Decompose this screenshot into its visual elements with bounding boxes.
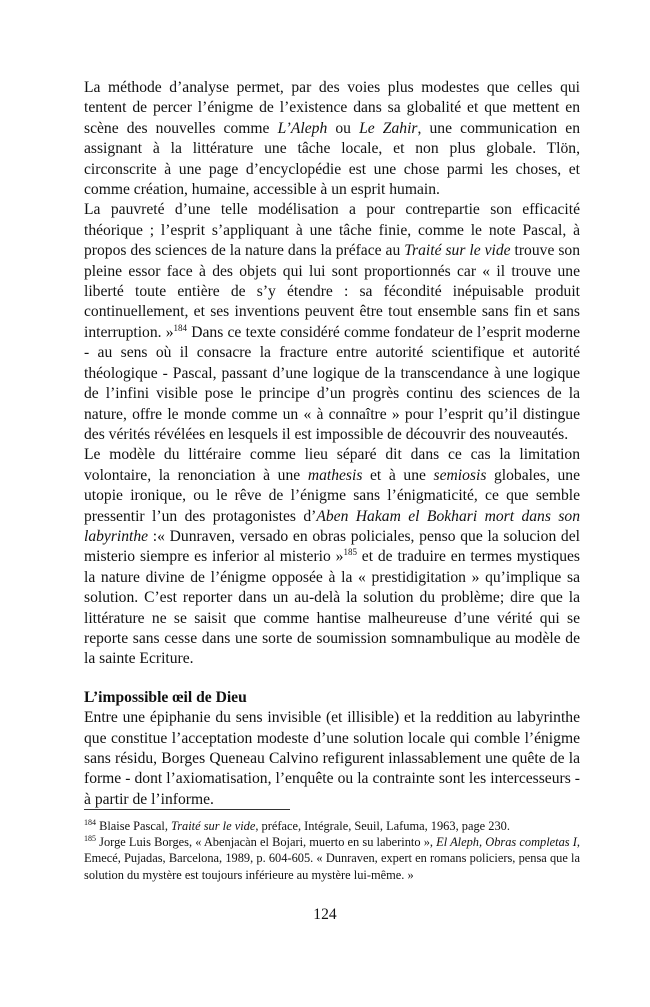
italic-text: Traité sur le vide: [404, 242, 511, 260]
text-run: , préface, Intégrale, Seuil, Lafuma, 1963, page 230.: [255, 819, 510, 833]
italic-text: Aben Hakam el Bokhari mort dans son labyrinthe: [84, 507, 580, 545]
footnote-ref: 184: [84, 818, 96, 827]
italic-text: semiosis: [433, 466, 487, 484]
text-run: ou: [327, 119, 360, 137]
paragraph: [84, 200, 580, 445]
text-run: Dans ce texte considéré comme fondateur de l’esprit moderne - au sens où il consacre la fracture entre autorité scientifique et autorité théologique - Pascal, passant d’une logique de la transcendance à une logique de l’infini visible pose le principe d’un progrès continu des sciences de la nature, offre le monde comme un « à connaître » pour l’esprit qu’il distingue des vérités révélées en lesquels il est impossible de découvrir des nouveautés.: [84, 323, 580, 443]
italic-text: Le Zahir: [359, 119, 418, 137]
footnote-ref: 184: [173, 322, 188, 333]
closing-paragraph: Entre une épiphanie du sens invisible (et illisible) et la reddition au labyrinthe que constitue l’acceptation modeste d’une solution locale qui comble l’énigme sans résidu, Borges Queneau Calvino refigurent inlassablement une quête de la forme - dont l’axiomatisation, l’enquête ou la contrainte sont les intercesseurs - à partir de l’informe.: [84, 709, 580, 808]
text-run: et à une: [362, 466, 434, 484]
text-run: Le modèle du littéraire comme lieu séparé dit dans ce cas la limitation volontaire, la renonciation à une: [84, 446, 580, 484]
italic-text: El Aleph, Obras completas I: [436, 835, 577, 850]
text-run: , Emecé, Pujadas, Barcelona, 1989, p. 604-605. « Dunraven, expert en romans policiers, pensa que la solution du mystère est toujours inférieure au mystère lui-même. »: [84, 835, 581, 882]
footnote-ref: 185: [84, 834, 96, 844]
italic-text: Traité sur le vide: [171, 819, 256, 833]
footnote: [84, 818, 580, 834]
text-run: :« Dunraven, versado en obras policiales, penso que la solucion del misterio siempre es inferior al misterio »: [84, 527, 580, 566]
paragraph: [84, 445, 580, 669]
text-run: Jorge Luis Borges, « Abenjacàn el Bojari, muerto en su laberinto »,: [96, 835, 437, 850]
italic-text: mathesis: [307, 466, 363, 484]
page-number: 124: [313, 906, 337, 923]
footnotes: [84, 818, 580, 883]
footnote-separator: [84, 809, 290, 810]
text-run: et de traduire en termes mystiques la nature divine de l’énigme opposée à la « prestidigitation » qu’implique sa solution. C’est reporter dans un au-delà la solution du problème; dire que la littérature ne se saisit que comme hantise malheureuse d’une vérité qui se reporte sans cesse dans une sorte de soumission somnambulique au modèle de la sainte Ecriture.: [84, 548, 580, 668]
footnote: [84, 834, 580, 883]
text-run: trouve son pleine essor face à des objets qui lui sont proportionnés car « il trouve une liberté toute entière de s’y étendre : sa fécondité inépuisable produit continuellement, et ses inventions peuvent être tout ensemble sans fin et sans interruption. »: [84, 242, 580, 341]
text-run: globales, une utopie ironique, ou le rêve de l’énigme sans l’énigmaticité, ce que semble pressentir l’un des protagonistes d’: [84, 466, 580, 525]
text-run: Blaise Pascal,: [96, 819, 172, 833]
paragraph: [84, 78, 580, 200]
italic-text: L’Aleph: [277, 119, 328, 137]
text-run: La méthode d’analyse permet, par des voies plus modestes que celles qui tentent de percer l’énigme de l’existence dans sa globalité et que mettent en scène des nouvelles comme: [84, 79, 580, 137]
text-run: , une communication en assignant à la littérature une tâche locale, et non plus globale. Tlön, circonscrite à une page d’encyclopédie est une chose parmi les choses, et comme création, humaine, accessible à un esprit humain.: [84, 119, 580, 199]
footnote-ref: 185: [343, 547, 357, 558]
text-run: La pauvreté d’une telle modélisation a pour contrepartie son efficacité théorique ; l’esprit s’appliquant à une tâche finie, comme le note Pascal, à propos des sciences de la nature dans la préface au: [84, 201, 580, 260]
body-text: [84, 78, 580, 810]
section-heading: L’impossible œil de Dieu: [84, 688, 247, 706]
